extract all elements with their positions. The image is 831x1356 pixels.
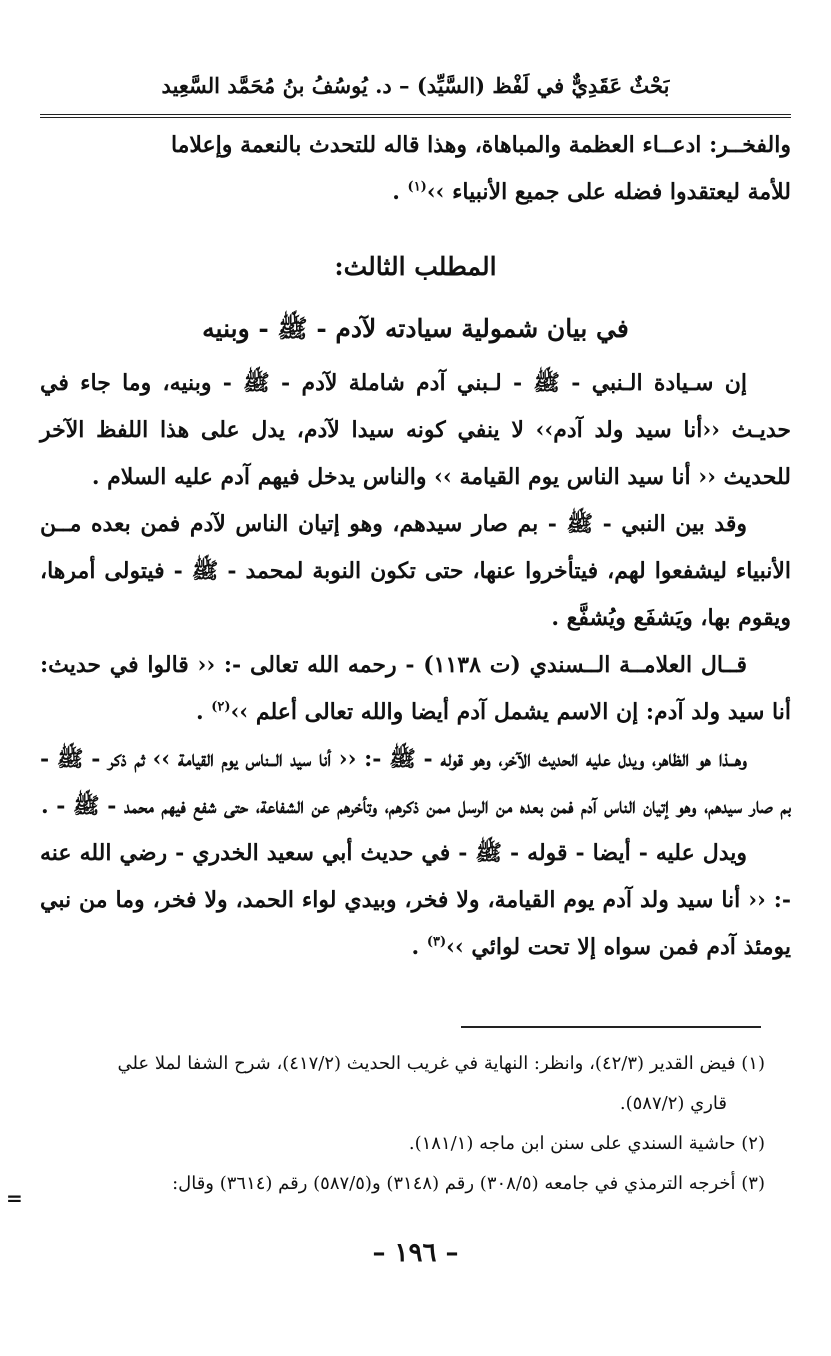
footnote-ref-2: (٢) [211, 699, 231, 715]
paragraph-5: وهــذا هو الظاهر، ويدل عليه الحديث الآخر، وهو قوله - ﷺ -: ‹‹ أنا سيد الــناس يوم القيامة ›› ثم ذكر - ﷺ - بم صار سيدهم، وهو إتيان الناس آدم فمن بعده من الرسل ممن ذكرهم، وتأخرهم عن الشفاعة، حتى شفع فيهم محمد - ﷺ - . [40, 746, 791, 819]
footnote-1-line-1: (١) فيض القدير (٤٢/٣)، وانظر: النهاية في غريب الحديث (٤١٧/٢)، شرح الشفا لملا علي [117, 1053, 765, 1074]
paragraph-6 [40, 830, 791, 971]
footnote-ref-1: (١) [407, 179, 427, 195]
paragraph-2: إن سـيادة الـنبي - ﷺ - لـبني آدم شاملة لآدم - ﷺ - وبنيه، وما جاء في حديـث ‹‹أنا سيد ولد آدم›› لا ينفي كونه سيدا لآدم، يدل على هذا اللفظ الآخر للحديث ‹‹ أنا سيد الناس يوم القيامة ›› والناس يدخل فيهم آدم عليه السلام . [40, 370, 791, 490]
footnote-3: (٣) أخرجه الترمذي في جامعه (٣٠٨/٥) رقم (٣١٤٨) و(٥٨٧/٥) رقم (٣٦١٤) وقال: [172, 1173, 765, 1194]
main-text [40, 122, 791, 971]
paragraph-4 [40, 642, 791, 736]
section-subheading: في بيان شمولية سيادته لآدم - ﷺ - وبنيه [202, 314, 629, 343]
paragraph-4-tail: . [195, 699, 212, 725]
footnote-ref-3: (٣) [426, 934, 447, 950]
footnote-separator [461, 1026, 761, 1028]
running-header: بَحْثٌ عَقَدِيٌّ في لَفْظ (السَّيِّد) – د. يُوسُفُ بنُ مُحَمَّد السَّعِيد [161, 73, 670, 98]
paragraph-1-line-1: والفخــر: ادعــاء العظمة والمباهاة، وهذا قاله للتحدث بالنعمة وإعلاما [170, 132, 791, 158]
paragraph-1-tail: . [392, 179, 408, 205]
header-rule [40, 114, 791, 118]
section-heading: المطلب الثالث: [334, 252, 497, 281]
paragraph-1 [40, 122, 791, 216]
footnotes [40, 1044, 765, 1204]
continuation-mark: = [6, 1186, 23, 1210]
page-number: – ١٩٦ – [372, 1238, 459, 1268]
footnote-2: (٢) حاشية السندي على سنن ابن ماجه (١٨١/١). [408, 1133, 765, 1154]
paragraph-1-line-2: للأمة ليعتقدوا فضله على جميع الأنبياء ›› [426, 179, 791, 205]
paragraph-6-text: ويدل عليه - أيضا - قوله - ﷺ - في حديث أبي سعيد الخدري - رضي الله عنه -: ‹‹ أنا سيد ولد آدم يوم القيامة، ولا فخر، وبيدي لواء الحمد، ولا فخر، وما من نبي يومئذ آدم فمن سواه إلا تحت لوائي ›› [40, 840, 791, 960]
footnote-1-line-2: قاري (٥٨٧/٢). [619, 1093, 727, 1114]
footnote-1 [40, 1044, 765, 1124]
paragraph-3: وقد بين النبي - ﷺ - بم صار سيدهم، وهو إتيان الناس لآدم فمن بعده مــن الأنبياء ليشفعوا لهم، فيتأخروا عنها، حتى تكون النوبة لمحمد - ﷺ - فيتولى أمرها، ويقوم بها، ويَشفَع ويُشفَّع . [40, 511, 791, 631]
paragraph-4-text: قــال العلامــة الــسندي (ت ١١٣٨) - رحمه الله تعالى -: ‹‹ قالوا في حديث: أنا سيد ولد آدم: إن الاسم يشمل آدم أيضا والله تعالى أعلم ›› [40, 652, 791, 725]
paragraph-6-tail: . [411, 934, 427, 960]
